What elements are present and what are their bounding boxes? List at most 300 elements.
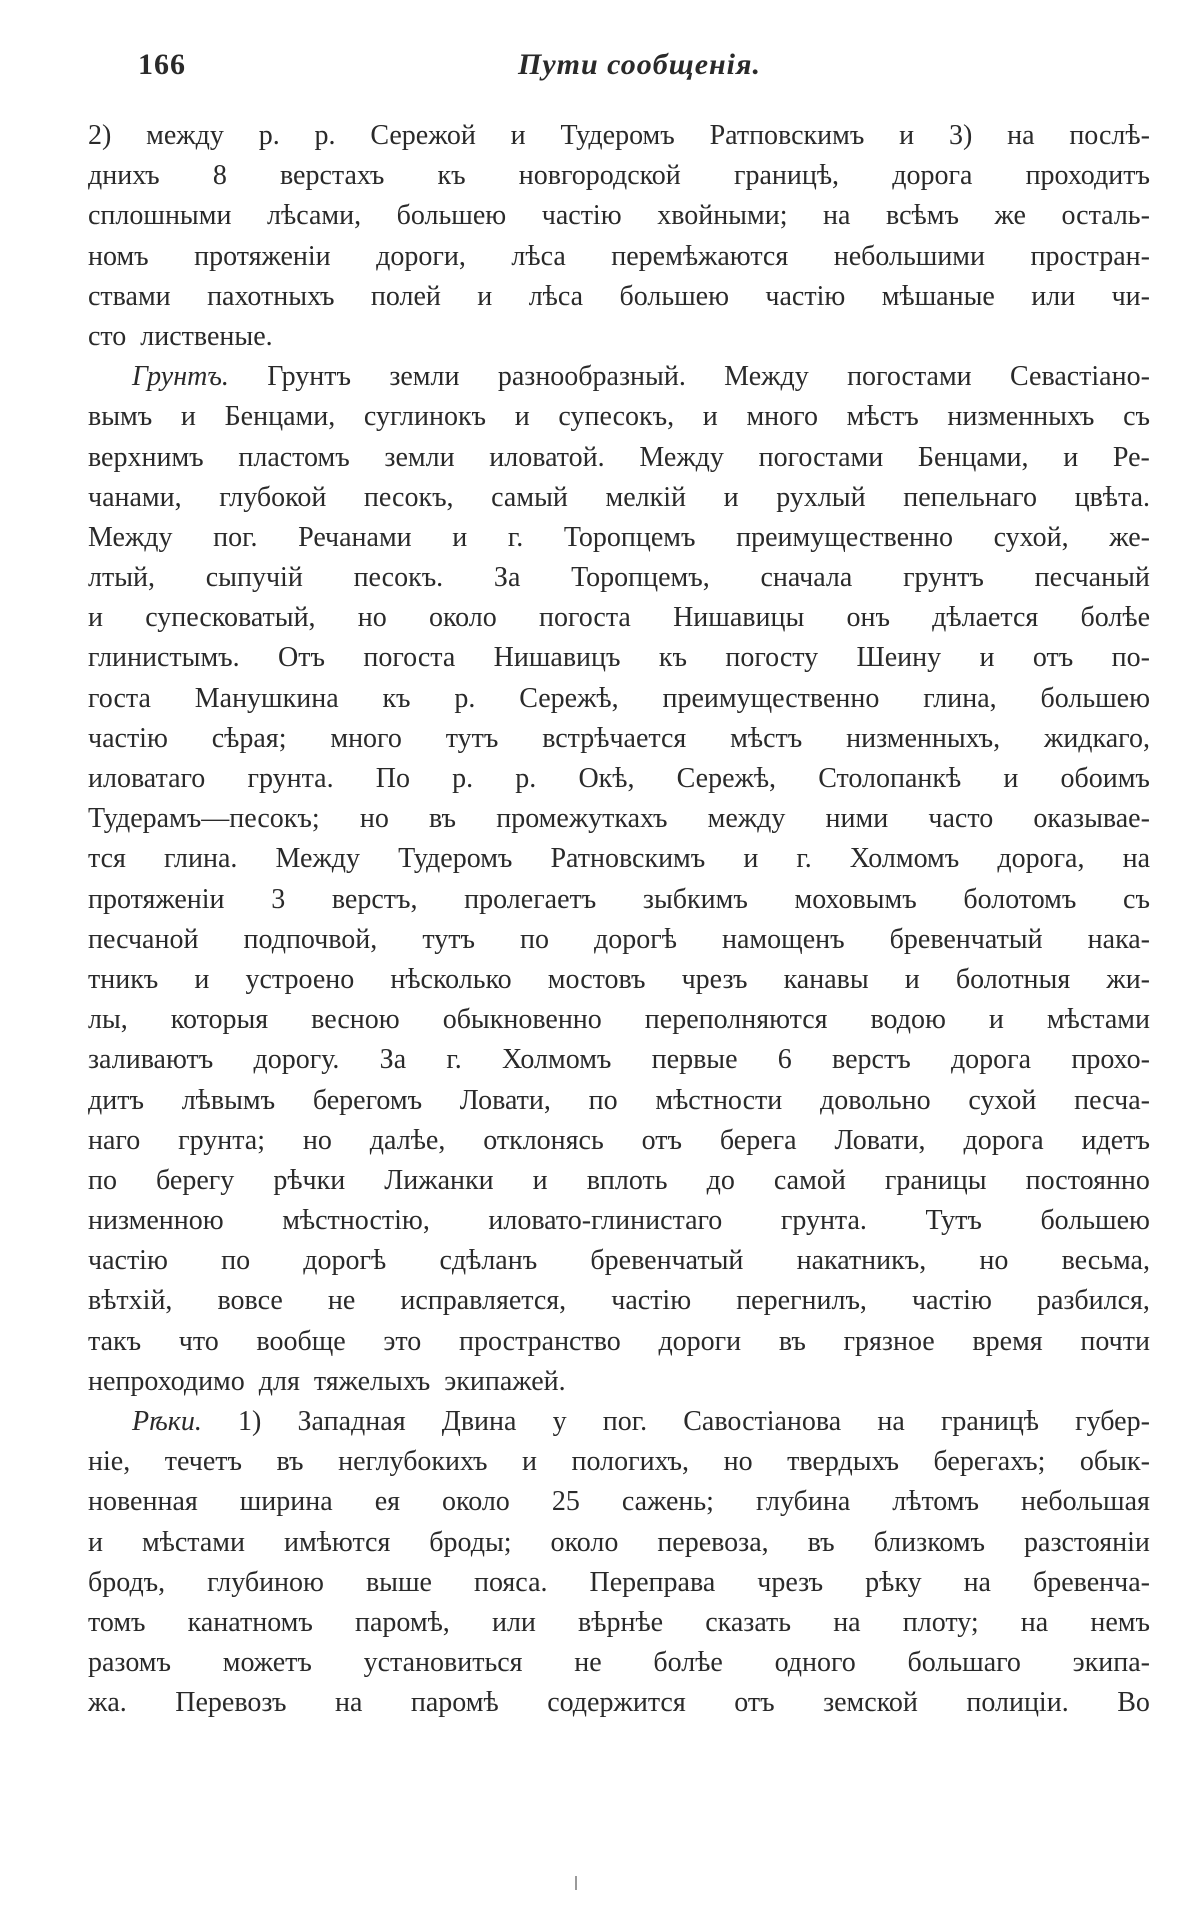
word: у [552,1406,567,1437]
word: и [904,963,920,995]
word: и [180,401,196,433]
word: или [491,1606,536,1638]
word: Торопцемъ [563,521,696,553]
word: Двина [441,1406,517,1437]
word: погостами [758,441,884,473]
word: плоту; [902,1606,979,1638]
word: берегахъ; [933,1446,1046,1478]
word: Между [639,441,724,473]
word: исправляется, [400,1285,567,1317]
word: дорогу. [253,1044,340,1076]
word: частію [541,200,622,232]
text-line [88,803,1150,843]
word: весною [311,1004,400,1036]
text-line [88,1446,1150,1486]
word: на [1020,1606,1049,1638]
word: мѣстами [141,1526,246,1558]
word: первые [651,1044,738,1076]
word: большаго [907,1647,1021,1679]
text-line [88,1085,1150,1125]
word: вовсе [217,1285,283,1317]
word: Бенцами, [917,441,1029,473]
word: Торопцемъ, [571,562,710,594]
word: паромѣ [410,1687,499,1719]
word: разомъ [88,1647,171,1679]
word: грунта. [247,763,334,794]
word: отъ [1032,642,1074,674]
text-line [88,924,1150,964]
word: 1) [238,1406,262,1437]
word: почти [1080,1325,1150,1357]
word: но [723,1446,753,1478]
word: нѣсколько [390,963,512,995]
word: простран- [1030,240,1150,272]
text-line [88,1567,1150,1607]
word: къ [658,642,687,674]
word: вѣтхій, [88,1285,173,1317]
word: послѣ- [1069,120,1150,151]
word: ними [825,803,889,835]
word: и [1003,763,1019,794]
word: р. [515,763,537,794]
word: госта [88,682,151,714]
word: Ловати, [459,1084,551,1116]
word: на [334,1687,363,1719]
word: верстъ, [331,883,418,915]
word: промежуткахъ [496,803,668,835]
word: р. [454,682,476,714]
word: и [510,120,526,151]
word: Холмомъ [849,843,960,875]
text-line [88,1527,1150,1567]
word: дорога, [997,843,1085,875]
word: съ [1123,401,1150,433]
word: и [702,401,718,433]
word: лтый, [88,562,156,594]
word: мостовъ [547,963,646,995]
text-line [88,884,1150,924]
running-title: Пути сообщенія. [518,48,761,81]
word: Переправа [589,1566,716,1598]
word: и [88,1526,103,1558]
word: онъ [846,602,890,634]
word: верхнимъ [88,441,204,473]
word: дорога [950,1044,1032,1076]
word: сухой [968,1084,1037,1116]
word: лѣса [511,240,566,272]
word: обоимъ [1060,763,1150,794]
word: пояса. [473,1566,548,1598]
word: течетъ [164,1446,242,1478]
word: иловатаго [88,763,206,794]
word: сажень; [621,1486,714,1518]
word: 3 [271,883,286,915]
word: для [258,1365,300,1397]
word: пог. [213,521,258,553]
word: по [519,923,549,955]
word: такъ [88,1325,142,1357]
word: тутъ [422,923,475,955]
word: дорога [892,160,973,192]
word: лы, [88,1004,128,1036]
page-number: 166 [138,48,186,81]
text-line [88,843,1150,883]
word: низменныхъ [947,401,1095,433]
word: сухой, [993,521,1069,553]
section-heading: Рѣки. [132,1406,202,1437]
word: р. [452,763,474,794]
word: хвойными; [657,200,788,232]
word: вплоть [586,1164,668,1196]
word: немъ [1090,1606,1150,1638]
word: разбился, [1036,1285,1150,1317]
word: иловатой. [489,441,605,473]
word: идетъ [1081,1124,1150,1156]
word: пластомъ [238,441,350,473]
word: водою [870,1004,946,1036]
text-line [88,1044,1150,1084]
word: Между [275,843,361,875]
word: между [707,803,786,835]
word: верстъ [832,1044,911,1076]
word: берега [719,1124,797,1156]
word: не [574,1647,602,1679]
word: Ловати, [834,1124,926,1156]
word: номъ [88,240,149,272]
word: проходитъ [1025,160,1150,192]
text-line [88,361,1150,401]
word: пологихъ, [571,1446,690,1478]
word: много [330,722,402,754]
word: новенная [88,1486,198,1518]
word: далѣе, [369,1124,446,1156]
text-line [88,482,1150,522]
word: и [88,602,103,634]
word: оказывае- [1033,803,1150,835]
word: низменною [88,1205,224,1237]
text-line [88,1647,1150,1687]
word: броды; [429,1526,512,1558]
word: обык- [1079,1446,1150,1478]
word: Лижанки [384,1164,494,1196]
word: дорогѣ [594,923,677,955]
word: мѣстъ [730,722,803,754]
word: сдѣланъ [439,1245,538,1277]
word: разстояніи [1024,1526,1150,1558]
word: р. [314,120,336,151]
word: лѣсами, [267,200,362,232]
word: лѣтомъ [892,1486,979,1518]
word: разнообразный. [497,361,686,393]
word: весьма, [1061,1245,1150,1277]
word: рѣку [865,1566,922,1598]
word: дорогѣ [303,1245,387,1277]
word: накатникъ, [796,1245,927,1277]
word: большею [1040,1205,1150,1237]
word: глубокой [219,481,327,513]
word: дитъ [88,1084,144,1116]
word: около [428,602,497,634]
word: не [327,1285,356,1317]
word: сыпучій [205,562,303,594]
word: перевоза, [657,1526,769,1558]
text-line [88,1165,1150,1205]
word: Столопанкѣ [818,763,962,794]
word: вымъ [88,401,153,433]
word: Сережѣ, [519,682,619,714]
word: грунтъ [903,562,984,594]
text-line [88,241,1150,281]
word: по [221,1245,251,1277]
word: сѣрая; [211,722,287,754]
word: земли [384,441,455,473]
word: суглинокъ [363,401,487,433]
word: къ [437,160,466,192]
word: въ [276,1446,304,1478]
text-line [88,321,1150,361]
text-line [88,522,1150,562]
word: 6 [777,1044,792,1076]
word: на [833,1606,861,1638]
word: погоста [538,602,631,634]
word: одного [774,1647,856,1679]
text-line [88,281,1150,321]
word: 3) [948,120,973,151]
word: частію [611,1285,692,1317]
word: и [899,120,915,151]
word: Манушкина [194,682,339,714]
word: Речанами [298,521,412,553]
word: Сережой [370,120,476,151]
word: грунта; [178,1124,265,1156]
word: Севастіано- [1010,361,1150,393]
word: канавы [783,963,869,995]
word: сплошными [88,200,232,232]
word: это [383,1325,422,1357]
word: намощенъ [722,923,845,955]
word: берегу [156,1164,235,1196]
word: частію [765,280,846,312]
word: песчаный [1034,562,1150,594]
word: грунта. [780,1205,867,1237]
word: мѣшаные [881,280,995,312]
word: чрезъ [681,963,748,995]
word: большею [619,280,729,312]
word: нака- [1087,923,1150,955]
word: и [452,521,468,553]
word: пространство [458,1325,621,1357]
word: губер- [1075,1406,1150,1437]
word: и [979,642,995,674]
word: бродъ, [88,1566,166,1598]
word: преимущественно [736,521,953,553]
word: Тудерамъ—песокъ; [88,803,320,835]
word: бревенчатый [590,1245,744,1277]
word: и [743,843,759,875]
word: небольшая [1020,1486,1150,1518]
text-line [88,723,1150,763]
word: частію [88,722,168,754]
word: большею [396,200,507,232]
word: или [1031,280,1076,312]
word: Во [1117,1687,1150,1719]
word: границѣ [940,1406,1040,1437]
word: прохо- [1071,1044,1150,1076]
word: тутъ [445,722,499,754]
word: земли [389,361,460,393]
word: часто [928,803,994,835]
word: на [1007,120,1035,151]
word: же- [1109,521,1150,553]
word: до [706,1164,735,1196]
text-line [88,442,1150,482]
word: отъ [734,1687,775,1719]
word: пепельнаго [903,481,1037,513]
word: болотомъ [963,883,1077,915]
word: установиться [363,1647,523,1679]
word: песчаной [88,923,199,955]
word: Западная [297,1406,406,1437]
word: ніе, [88,1446,131,1478]
word: съ [1123,883,1150,915]
word: непроходимо [88,1365,245,1397]
word: обыкновенно [442,1004,602,1036]
print-speck [575,1876,577,1890]
word: песокъ. [353,562,444,594]
word: въ [778,1325,806,1357]
word: жи- [1106,963,1150,995]
word: Савостіанова [683,1406,842,1437]
word: дорога [963,1124,1044,1156]
word: на [823,200,851,232]
word: экипажей. [444,1365,566,1397]
word: пог. [602,1406,648,1437]
word: лиственые. [140,320,273,352]
word: по- [1111,642,1150,674]
word: и [1063,441,1079,473]
word: самый [491,481,568,513]
word: тся [88,843,126,875]
word: и [194,963,210,995]
word: Нишавицъ [493,642,621,674]
word: пахотныхъ [207,280,335,312]
word: рѣчки [273,1164,346,1196]
word: по [588,1084,618,1116]
word: которыя [170,1004,269,1036]
word: Между [724,361,809,393]
word: погосту [725,642,819,674]
word: сказать [705,1606,792,1638]
section-heading: Грунтъ. [132,361,229,393]
word: верстахъ [279,160,385,192]
text-line [88,763,1150,803]
text-line [88,1687,1150,1727]
word: по [88,1164,117,1196]
word: границы [884,1164,987,1196]
word: томъ [88,1606,146,1638]
word: лѣса [528,280,584,312]
word: р. [258,120,280,151]
word: цвѣта. [1074,481,1150,513]
word: перемѣжаются [611,240,789,272]
word: зыбкимъ [642,883,748,915]
word: моховымъ [794,883,917,915]
word: на [877,1406,905,1437]
word: протяженіи [194,240,331,272]
word: г. [446,1044,462,1076]
word: перегнилъ, [736,1285,867,1317]
word: паромѣ, [355,1606,450,1638]
word: мѣстностію, [282,1205,430,1237]
word: глубина [755,1486,851,1518]
word: Бенцами, [224,401,336,433]
word: и [532,1164,548,1196]
word: Грунтъ [267,361,351,393]
word: За [493,562,521,594]
word: глина, [923,682,997,714]
word: довольно [820,1084,931,1116]
word: канатномъ [187,1606,313,1638]
word: отъ [641,1124,683,1156]
word: ствами [88,280,171,312]
word: мѣстъ [846,401,919,433]
word: выше [365,1566,432,1598]
word: дороги [658,1325,742,1357]
word: сначала [760,562,853,594]
word: новгородской [518,160,681,192]
word: Шеину [856,642,942,674]
word: мелкій [605,481,686,513]
word: ширина [239,1486,333,1518]
word: полей [370,280,441,312]
word: встрѣчается [542,722,687,754]
word: Ратповскимъ [709,120,865,151]
word: устроено [245,963,355,995]
word: супесковатый, [145,602,316,634]
word: имѣются [283,1526,391,1558]
word: Тудеромъ [560,120,675,151]
word: глинистымъ. [88,642,240,674]
word: и [723,481,739,513]
word: частію [912,1285,992,1317]
word: постоянно [1025,1164,1150,1196]
text-line [88,1205,1150,1245]
word: между [146,120,224,151]
word: супесокъ, [558,401,675,433]
word: твердыхъ [787,1446,899,1478]
word: но [357,602,387,634]
word: самой [773,1164,846,1196]
word: 2) [88,120,112,151]
word: лѣвымъ [181,1084,276,1116]
word: Отъ [278,642,325,674]
word: осталь- [1061,200,1150,232]
text-line [88,1004,1150,1044]
word: рухлый [776,481,866,513]
word: въ [807,1526,835,1558]
word: и [988,1004,1004,1036]
word: жа. [88,1687,127,1719]
word: берегомъ [312,1084,423,1116]
word: содержится [547,1687,686,1719]
word: тникъ [88,963,159,995]
word: За [379,1044,407,1076]
word: Между [88,521,173,553]
word: Нишавицы [673,602,805,634]
word: пролегаетъ [464,883,597,915]
word: г. [796,843,812,875]
text-line [88,401,1150,441]
